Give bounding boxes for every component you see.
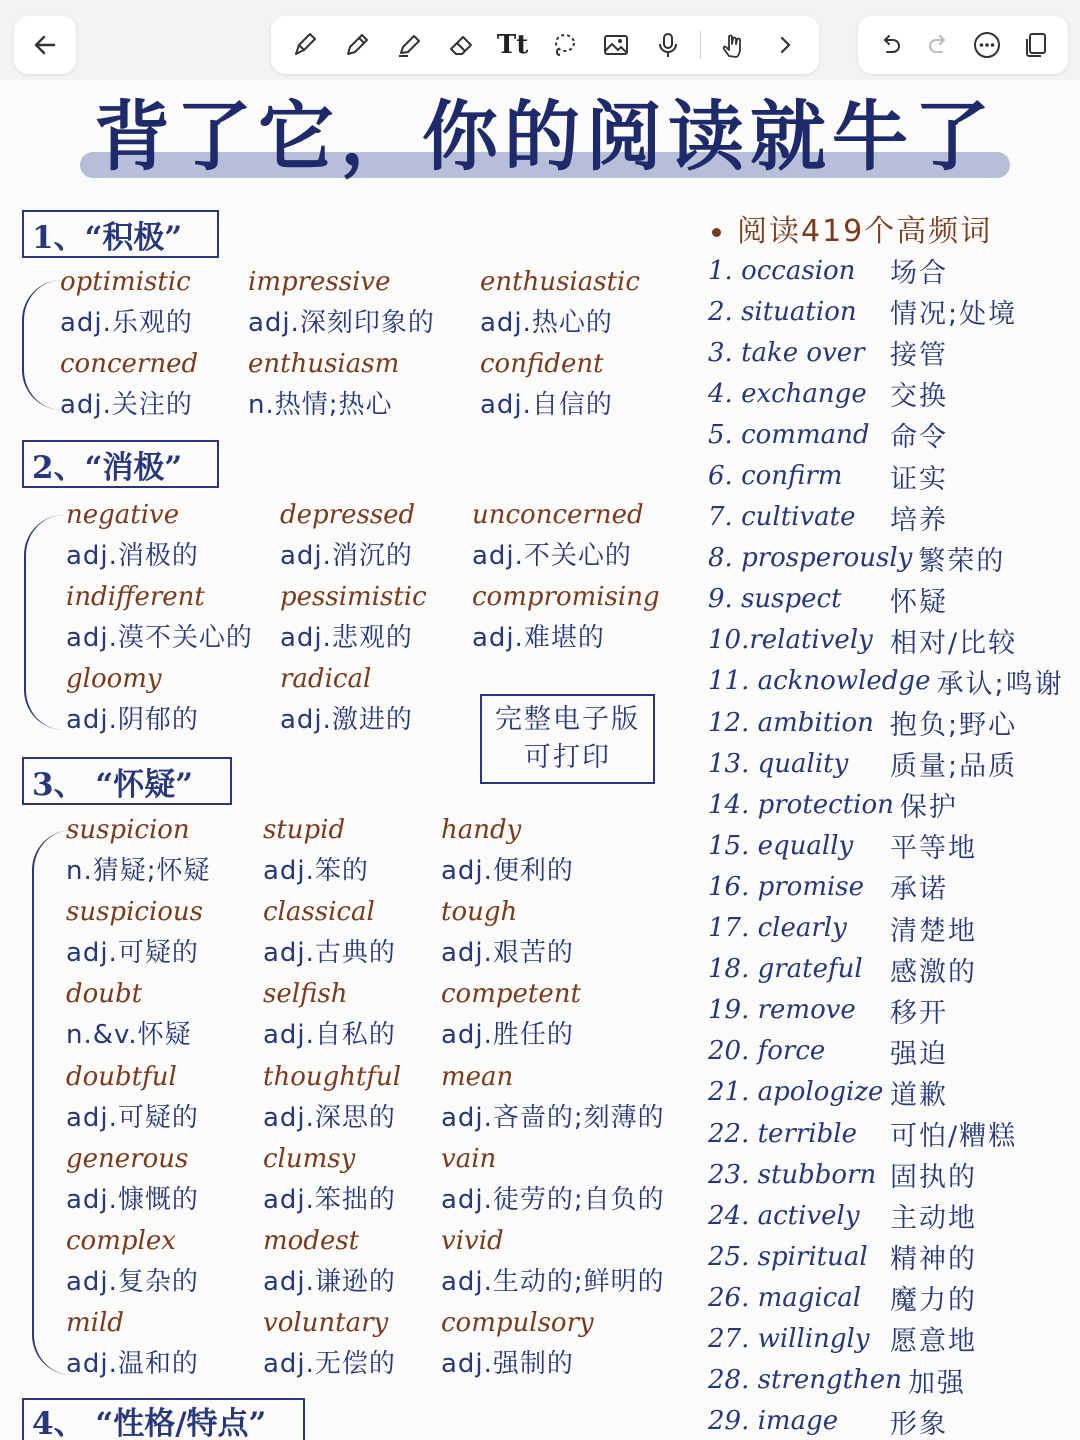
vocab-word: negative [66,500,180,530]
pages-icon [1021,30,1051,60]
vocab-entry [66,495,199,577]
vocab-def: adj.消沉的 [280,541,413,571]
text-icon: Tt [496,30,529,60]
more-icon [972,30,1002,60]
hand-touch-icon [718,30,748,60]
vocab-word: handy [441,815,522,845]
word-list-chinese: 可怕/糟糕 [890,1121,1018,1153]
word-list-chinese: 形象 [890,1408,948,1440]
redo-icon [924,30,954,60]
page-title: 背了它，你的阅读就牛了 [94,92,996,181]
section-heading-personality: 4、 “性格/特点” [22,1398,305,1440]
vocab-word: classical [263,897,375,928]
word-list-english: 21. apologize [708,1077,884,1108]
vocab-word: voluntary [263,1308,389,1339]
word-list-english: 17. clearly [708,913,847,944]
vocab-entry [66,1057,199,1139]
word-list-chinese: 怀疑 [890,586,948,618]
word-list-item [708,743,1078,784]
word-list-chinese: 道歉 [890,1079,948,1111]
word-list-chinese: 固执的 [890,1162,977,1194]
vocab-def: adj.可疑的 [66,938,199,969]
vocab-def: adj.复杂的 [66,1267,199,1297]
vocab-def: adj.强制的 [441,1349,574,1380]
word-list-chinese: 平等地 [890,833,977,865]
word-list-chinese: 强迫 [890,1038,948,1070]
vocab-entry [280,577,427,659]
vocab-entry [60,344,198,426]
word-list-chinese: 愿意地 [890,1326,977,1358]
word-list-chinese: 繁荣的 [918,545,1006,577]
vocab-word: pessimistic [280,582,427,612]
word-list-item [708,1113,1078,1154]
word-list-english: 3. take over [708,337,865,368]
vocab-def: adj.阴郁的 [66,705,199,735]
word-list-english: 28. strengthen [708,1365,902,1396]
vocab-entry [66,892,203,974]
word-list-chinese: 移开 [890,997,948,1029]
word-list-item [708,332,1078,373]
vocab-word: clumsy [263,1143,356,1174]
word-list-chinese: 交换 [890,381,948,413]
word-list-chinese: 证实 [890,463,948,495]
word-list-item [708,1401,1078,1440]
vocab-def: adj.生动的;鲜明的 [441,1267,665,1297]
word-list-chinese: 加强 [907,1367,966,1399]
vocab-word: gloomy [66,664,162,694]
sidebar-heading [712,206,992,250]
word-list-chinese: 感激的 [890,956,977,988]
vocab-word: depressed [280,500,416,530]
vocab-def: adj.便利的 [441,856,574,886]
word-list-item [708,1195,1078,1236]
pencil-tool[interactable] [337,25,377,65]
vocab-word: confident [480,349,604,379]
undo-icon [875,30,905,60]
vocab-def: adj.艰苦的 [441,938,574,969]
word-list-item [708,1236,1078,1277]
vocab-entry [441,1057,665,1139]
vocab-entry [66,974,192,1056]
vocab-word: mild [66,1308,124,1339]
vocab-entry [480,344,613,426]
word-list-item [708,1031,1078,1072]
touch-tool[interactable] [713,25,753,65]
title-block [80,92,1010,192]
word-list-english: 24. actively [708,1200,860,1231]
word-list-english: 8. prosperously [708,543,913,574]
vocab-word: vain [441,1143,497,1174]
vocab-entry [66,1139,199,1221]
vocab-def: adj.慷慨的 [66,1184,199,1215]
lasso-tool[interactable] [544,25,584,65]
vocab-entry [441,892,574,974]
word-list-english: 13. quality [708,748,849,779]
vocab-def: adj.激进的 [280,705,413,735]
vocab-def: adj.深思的 [263,1102,396,1133]
vocab-entry [248,262,435,344]
vocab-entry [441,810,574,892]
vocab-def: adj.热心的 [480,308,613,338]
word-list-item [708,825,1078,866]
arrow-left-icon [30,30,60,60]
vocab-word: competent [441,979,581,1010]
vocab-def: adj.可疑的 [66,1102,199,1133]
microphone-icon [653,30,683,60]
redo-button[interactable] [919,25,959,65]
word-list-chinese: 承认;鸣谢 [936,668,1064,700]
word-list-english: 10.relatively [708,625,873,656]
word-list-item [708,1154,1078,1195]
word-list-item [708,250,1078,291]
word-list-english: 1. occasion [708,255,856,286]
vocab-def: adj.笨拙的 [263,1184,396,1215]
word-list-item [708,661,1078,702]
vocab-entry [66,1221,199,1303]
vocab-word: compulsory [441,1308,594,1339]
more-tools-button[interactable] [765,25,805,65]
vocab-entry [472,577,660,659]
vocab-word: thoughtful [263,1061,402,1092]
pencil-icon [342,30,372,60]
print-note-line-1: 完整电子版 [495,704,640,735]
lasso-icon [549,30,579,60]
word-list-item [708,1360,1078,1401]
vocab-entry [248,344,399,426]
vocab-def: adj.漠不关心的 [66,623,253,653]
section-heading-positive: 1、“积极” [22,210,219,258]
pages-button[interactable] [1016,25,1056,65]
vocab-word: enthusiastic [480,267,640,297]
vocab-word: unconcerned [472,500,644,530]
word-list-item [708,1072,1078,1113]
word-list-item [708,866,1078,907]
vocab-word: generous [66,1143,189,1174]
vocab-word: doubtful [66,1061,177,1092]
word-list-english: 7. cultivate [708,502,856,533]
word-list-chinese: 承诺 [890,874,948,906]
word-list-item [708,497,1078,538]
vocab-word: impressive [248,267,391,297]
vocab-entry [66,1303,199,1385]
vocab-def: adj.悲观的 [280,623,413,653]
vocab-word: suspicion [66,815,190,845]
word-list-chinese: 相对/比较 [890,627,1018,659]
vocab-def: adj.古典的 [263,938,396,969]
vocab-def: adj.无偿的 [263,1349,396,1380]
vocab-word: compromising [472,582,660,612]
word-list-english: 12. ambition [708,707,874,738]
word-list-item [708,702,1078,743]
vocab-def: adj.难堪的 [472,623,605,653]
vocab-entry [441,974,581,1056]
word-list-item [708,990,1078,1031]
word-list-chinese: 质量;品质 [890,751,1018,783]
text-tool[interactable] [493,25,533,65]
word-list-english: 9. suspect [708,584,842,615]
word-list-english: 25. spiritual [708,1241,868,1272]
vocab-entry [263,1221,396,1303]
bullet-dot [712,228,721,237]
word-list-chinese: 抱负;野心 [890,710,1018,742]
eraser-tool[interactable] [441,25,481,65]
word-list-english: 16. promise [708,871,865,902]
word-list-english: 27. willingly [708,1323,870,1354]
vocab-entry [263,1057,401,1139]
vocab-def: n.猜疑;怀疑 [66,856,211,886]
word-list-item [708,538,1078,579]
vocab-word: mean [441,1061,514,1092]
vocab-def: adj.吝啬的;刻薄的 [441,1102,665,1133]
word-list-chinese: 接管 [890,340,948,372]
vocab-word: enthusiasm [248,349,400,379]
section-heading-doubt: 3、 “怀疑” [22,757,232,805]
word-list-item [708,908,1078,949]
word-list-item [708,949,1078,990]
print-note-line-2: 可打印 [524,742,611,773]
vocab-def: adj.消极的 [66,541,199,571]
bracket-section-1 [22,280,62,410]
vocab-entry [441,1303,594,1385]
vocab-word: radical [280,664,372,694]
vocab-word: modest [263,1226,360,1256]
vocab-def: adj.温和的 [66,1349,199,1380]
highlighter-tool[interactable] [389,25,429,65]
eraser-icon [446,30,476,60]
image-tool[interactable] [596,25,636,65]
word-list-chinese: 清楚地 [890,915,977,947]
vocab-word: complex [66,1226,176,1256]
word-list-english: 29. image [708,1406,839,1437]
word-list-item [708,414,1078,455]
vocab-entry [263,810,369,892]
vocab-word: suspicious [66,897,204,928]
word-list-english: 14. protection [708,789,894,820]
vocab-word: optimistic [60,267,191,297]
word-list-item [708,373,1078,414]
vocab-entry [66,659,199,741]
vocab-entry [263,1139,396,1221]
vocab-entry [60,262,193,344]
vocab-def: n.&v.怀疑 [66,1020,192,1051]
pen-icon [290,30,320,60]
image-icon [601,30,631,60]
vocab-entry [480,262,640,344]
word-list-english: 15. equally [708,830,854,861]
vocab-entry [280,495,415,577]
word-list-chinese: 培养 [890,504,948,536]
vocab-word: doubt [66,979,143,1010]
word-list-item [708,291,1078,332]
action-bar [858,16,1068,74]
vocab-entry [441,1221,665,1303]
word-list-item [708,1318,1078,1359]
vocab-def: adj.笨的 [263,856,369,886]
word-list-english: 6. confirm [708,461,843,492]
vocab-entry [263,1303,396,1385]
vocab-entry [66,810,211,892]
section-heading-negative: 2、“消极” [22,440,219,488]
word-list-english: 26. magical [708,1282,862,1313]
word-list-english: 11. acknowledge [708,666,931,697]
vocab-word: stupid [263,815,346,845]
vocab-entry [263,974,396,1056]
word-list-chinese: 情况;处境 [890,299,1018,331]
sidebar-heading-text: 阅读419个高频词 [737,214,993,249]
vocab-word: selfish [263,979,348,1010]
word-list-item [708,784,1078,825]
more-button[interactable] [967,25,1007,65]
word-list-chinese: 精神的 [890,1244,977,1276]
chevron-right-icon [770,30,800,60]
toolbar-divider [700,31,701,59]
word-list-item [708,579,1078,620]
vocab-entry [472,495,644,577]
word-list-item [708,1277,1078,1318]
pen-tool[interactable] [285,25,325,65]
word-list-item [708,455,1078,496]
status-bar [0,0,1080,8]
word-list-item [708,620,1078,661]
word-list-chinese: 魔力的 [890,1285,977,1317]
vocab-entry [263,892,396,974]
high-frequency-word-list [708,250,1078,1440]
vocab-def: n.热情;热心 [248,390,393,420]
vocab-word: indifferent [66,582,205,612]
word-list-chinese: 保护 [899,792,958,824]
undo-button[interactable] [870,25,910,65]
word-list-chinese: 主动地 [890,1203,977,1235]
bracket-section-2 [24,515,64,730]
word-list-english: 19. remove [708,995,856,1026]
word-list-english: 20. force [708,1036,826,1067]
top-toolbar [0,10,1080,80]
vocab-def: adj.不关心的 [472,541,632,571]
vocab-word: vivid [441,1226,504,1256]
vocab-def: adj.关注的 [60,390,193,420]
word-list-english: 22. terrible [708,1118,857,1149]
vocab-def: adj.自私的 [263,1020,396,1051]
print-note-box [480,694,655,784]
vocab-entry [280,659,413,741]
word-list-english: 23. stubborn [708,1159,877,1190]
vocab-def: adj.徒劳的;自负的 [441,1184,665,1215]
vocab-entry [66,577,253,659]
microphone-tool[interactable] [648,25,688,65]
vocab-def: adj.胜任的 [441,1020,574,1051]
vocab-entry [441,1139,665,1221]
vocab-def: adj.乐观的 [60,308,193,338]
vocab-word: tough [441,897,518,928]
vocab-word: concerned [60,349,199,379]
vocab-def: adj.自信的 [480,390,613,420]
word-list-english: 2. situation [708,296,857,327]
vocab-def: adj.谦逊的 [263,1267,396,1297]
word-list-english: 5. command [708,419,870,450]
word-list-chinese: 命令 [890,422,948,454]
back-button[interactable] [14,16,76,74]
highlighter-icon [394,30,424,60]
word-list-chinese: 场合 [890,258,948,290]
word-list-english: 4. exchange [708,378,867,409]
word-list-english: 18. grateful [708,954,863,985]
vocab-def: adj.深刻印象的 [248,308,435,338]
tool-palette [271,16,819,74]
